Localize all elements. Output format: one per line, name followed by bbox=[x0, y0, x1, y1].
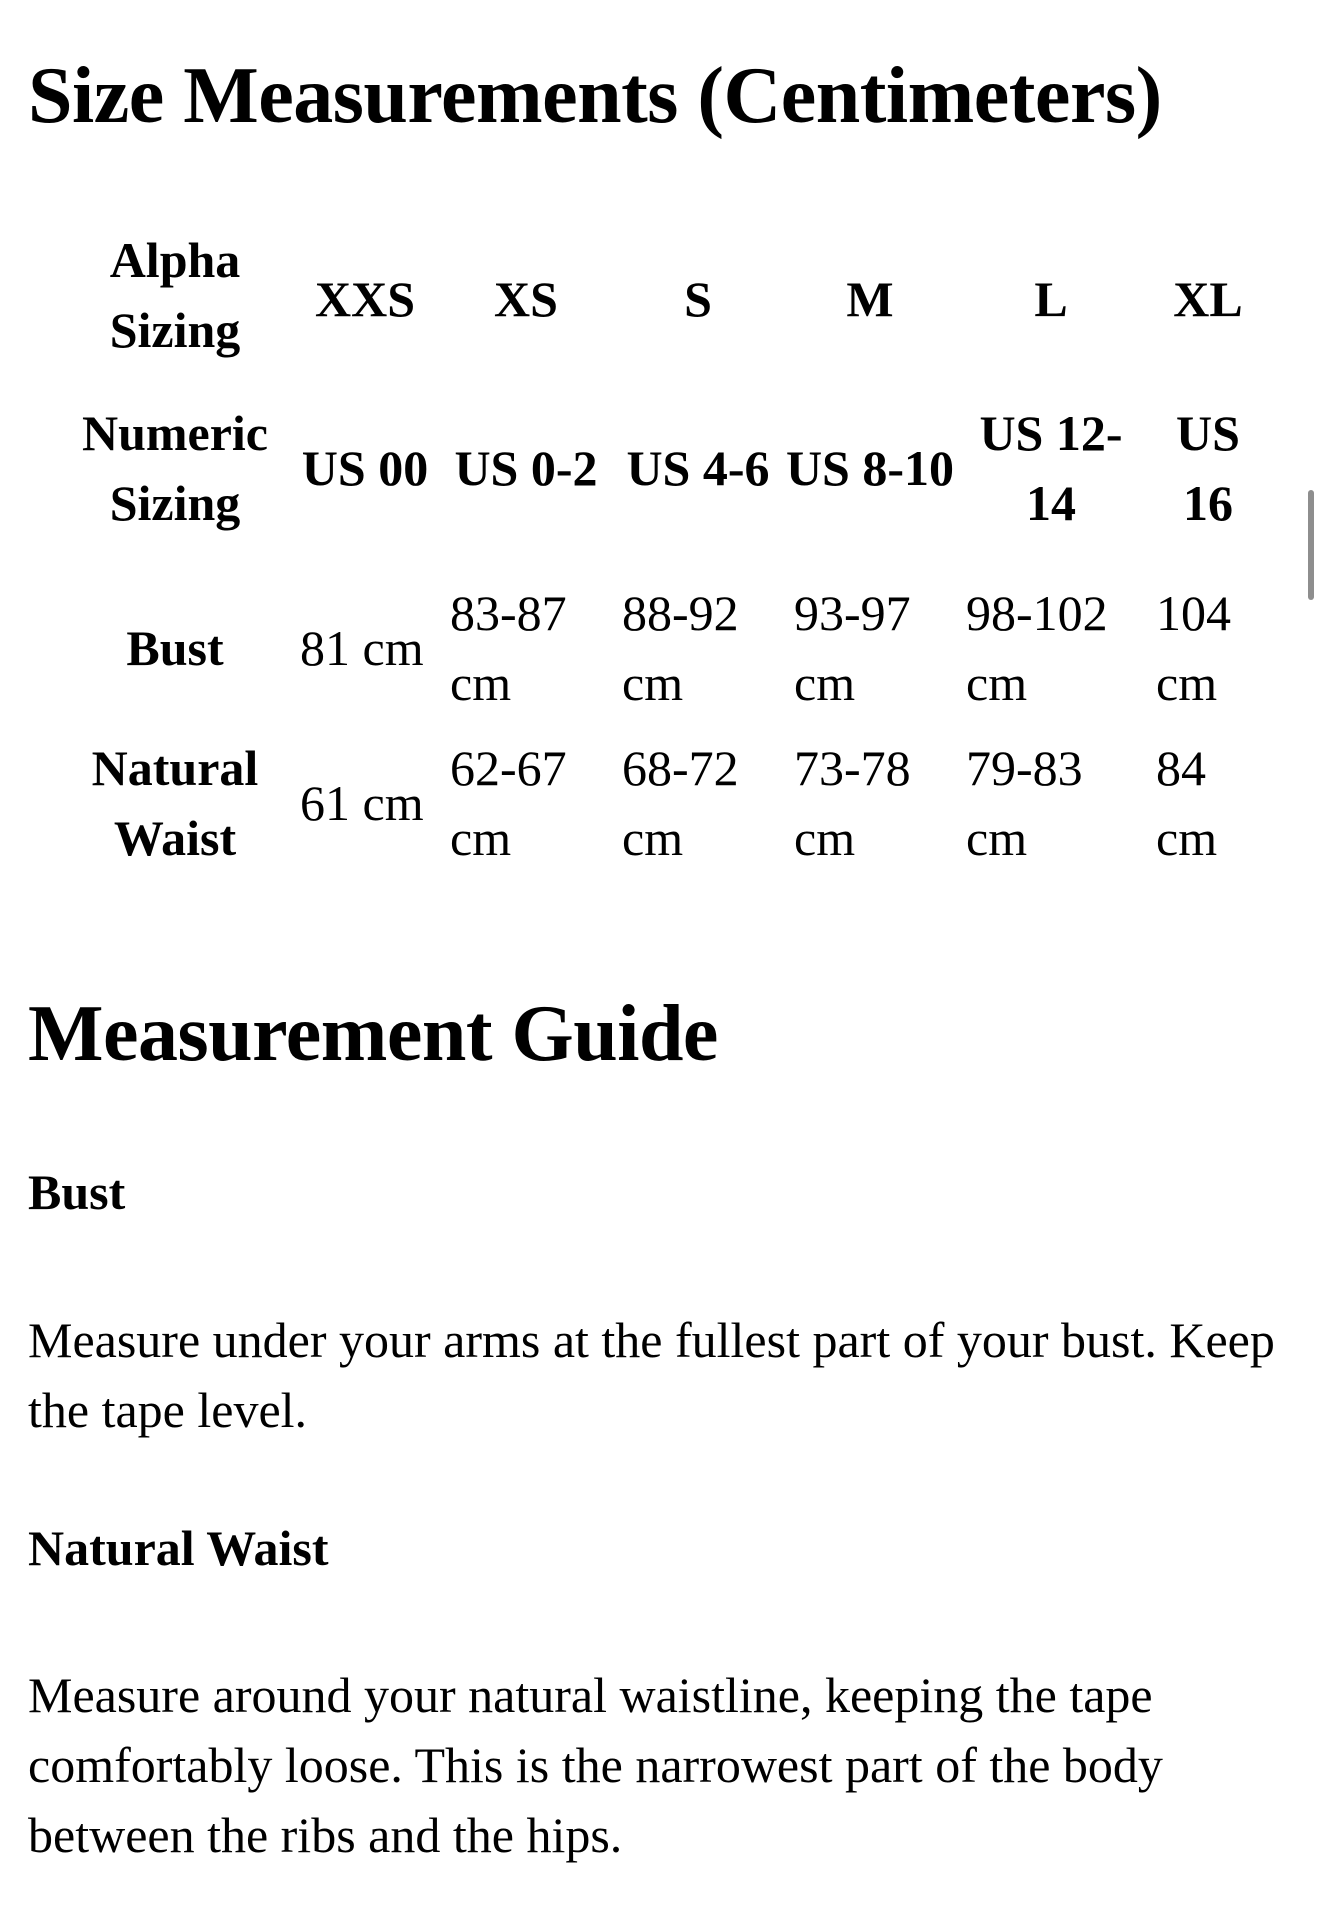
size-table bbox=[60, 220, 1270, 875]
table-cell: 93-97 cm bbox=[794, 584, 911, 711]
table-cell: XS bbox=[494, 271, 558, 327]
table-row-bust bbox=[60, 565, 1270, 730]
table-row-alpha-sizing bbox=[60, 220, 1270, 370]
row-header: Bust bbox=[126, 619, 224, 676]
table-cell: 84 cm bbox=[1156, 739, 1218, 866]
row-header: Numeric Sizing bbox=[81, 404, 269, 531]
row-header: Alpha Sizing bbox=[109, 232, 241, 358]
table-cell: 98-102 cm bbox=[966, 584, 1108, 711]
table-cell: 83-87 cm bbox=[450, 584, 567, 711]
scrollbar[interactable] bbox=[1308, 490, 1314, 600]
bust-heading: Bust bbox=[28, 1164, 126, 1220]
natural-waist-heading: Natural Waist bbox=[28, 1520, 329, 1576]
table-cell: XL bbox=[1173, 271, 1243, 327]
table-cell: 79-83 cm bbox=[966, 739, 1083, 866]
table-cell: US 8-10 bbox=[785, 439, 955, 496]
table-cell: 62-67 cm bbox=[450, 739, 567, 866]
table-cell: 68-72 cm bbox=[622, 739, 739, 866]
table-cell: 88-92 cm bbox=[622, 584, 739, 711]
table-cell: US 12-14 bbox=[979, 404, 1123, 531]
table-cell: US 4-6 bbox=[626, 439, 770, 496]
table-cell: 104 cm bbox=[1156, 584, 1231, 711]
table-cell: US 00 bbox=[301, 439, 429, 496]
table-cell: L bbox=[1034, 271, 1068, 327]
table-cell: 61 cm bbox=[300, 774, 424, 831]
guide-title: Measurement Guide bbox=[28, 990, 718, 1078]
table-cell: 81 cm bbox=[300, 619, 424, 676]
table-cell: US 0-2 bbox=[454, 439, 598, 496]
table-cell: M bbox=[846, 271, 894, 327]
table-cell: US 16 bbox=[1176, 404, 1240, 531]
bust-instructions: Measure under your arms at the fullest part of your bust. Keep the tape level. bbox=[28, 1312, 1275, 1438]
table-cell: 73-78 cm bbox=[794, 739, 911, 866]
page-title: Size Measurements (Centimeters) bbox=[28, 52, 1162, 140]
table-row-natural-waist bbox=[60, 730, 1270, 875]
row-header: Natural Waist bbox=[91, 739, 259, 866]
table-cell: XXS bbox=[314, 271, 416, 327]
natural-waist-instructions: Measure around your natural waistline, keeping the tape comfortably loose. This is the narrowest part of the body between the ribs and the hips. bbox=[28, 1667, 1163, 1863]
table-cell: S bbox=[684, 271, 712, 327]
table-row-numeric-sizing bbox=[60, 370, 1270, 565]
